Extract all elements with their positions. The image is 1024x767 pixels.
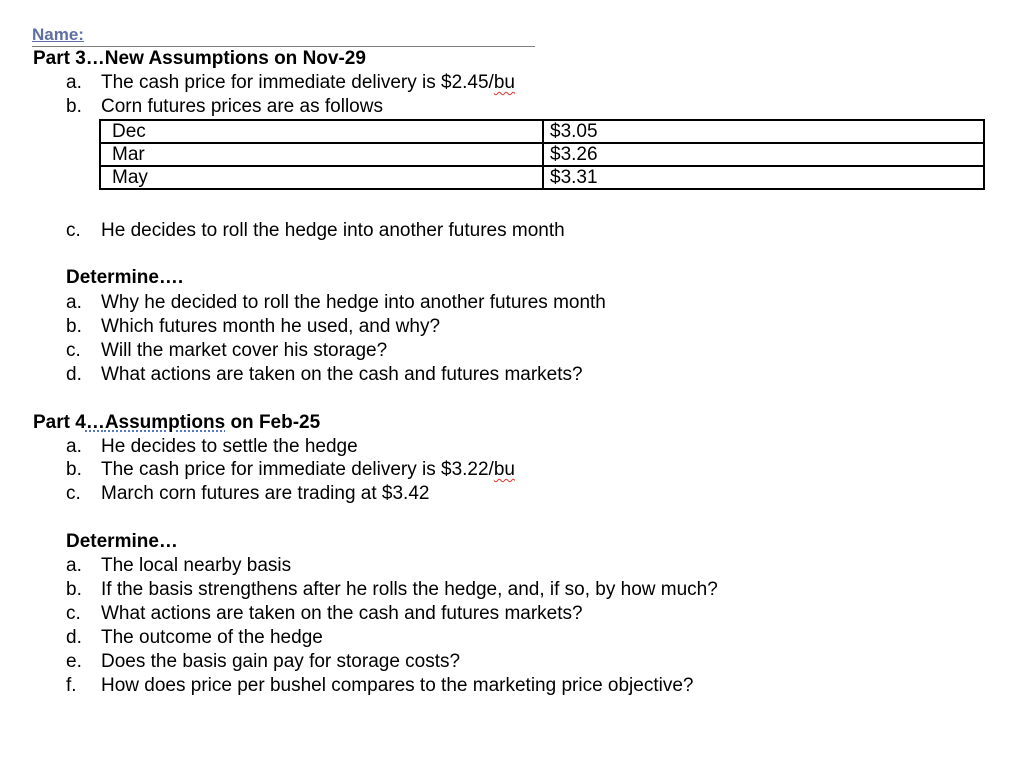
table-cell-price: $3.05 (543, 120, 984, 143)
list-item-text: Will the market cover his storage? (101, 340, 388, 361)
table-cell-month: May (100, 166, 543, 189)
list-item-text: If the basis strengthens after he rolls the hedge, and, if so, by how much? (101, 579, 718, 600)
table-row (100, 143, 984, 166)
list-item-text: Which futures month he used, and why? (101, 316, 441, 337)
determine-heading: Determine… (66, 531, 178, 552)
list-item-text: Corn futures prices are as follows (101, 96, 383, 117)
table-row (100, 166, 984, 189)
list-item-text: Why he decided to roll the hedge into another futures month (101, 292, 606, 313)
list-marker: b. (66, 579, 82, 600)
list-marker: c. (66, 483, 81, 504)
table-cell-price: $3.31 (543, 166, 984, 189)
list-item-text (101, 459, 515, 481)
list-item-text: He decides to settle the hedge (101, 436, 358, 457)
futures-price-table (99, 119, 985, 190)
list-marker: c. (66, 340, 81, 361)
heading-word: Assumptions (104, 412, 226, 433)
unit-spellcheck: bu (493, 72, 515, 93)
list-item-text: What actions are taken on the cash and futures markets? (101, 603, 583, 624)
list-item-text: The local nearby basis (101, 555, 292, 576)
table-cell-price: $3.26 (543, 143, 984, 166)
table-cell-month: Mar (100, 143, 543, 166)
name-field-line (32, 25, 535, 47)
list-marker: c. (66, 603, 81, 624)
name-label: Name: (32, 25, 84, 44)
list-marker: b. (66, 459, 82, 480)
heading-rest: on Feb-25 (225, 412, 321, 433)
list-item-text: What actions are taken on the cash and futures markets? (101, 364, 583, 385)
item-text: The cash price for immediate delivery is $3.22/ (101, 459, 494, 480)
part3-heading: Part 3…New Assumptions on Nov-29 (33, 48, 366, 69)
list-item-text: How does price per bushel compares to the marketing price objective? (101, 675, 694, 696)
list-marker: f. (66, 675, 77, 696)
list-marker: d. (66, 627, 82, 648)
list-item-text (101, 72, 515, 94)
list-item-text: He decides to roll the hedge into another futures month (101, 220, 565, 241)
list-marker: c. (66, 220, 81, 241)
unit-spellcheck: bu (493, 459, 515, 480)
list-item-text: The outcome of the hedge (101, 627, 323, 648)
heading-dots: … (85, 412, 105, 433)
list-item-text: Does the basis gain pay for storage costs? (101, 651, 461, 672)
table-cell-month: Dec (100, 120, 543, 143)
determine-heading: Determine…. (66, 267, 184, 288)
part4-heading (33, 412, 320, 434)
list-marker: a. (66, 292, 82, 313)
table-row (100, 120, 984, 143)
list-marker: e. (66, 651, 82, 672)
list-marker: b. (66, 316, 82, 337)
list-marker: d. (66, 364, 82, 385)
list-marker: a. (66, 436, 82, 457)
heading-part: Part 4 (33, 412, 86, 433)
list-marker: b. (66, 96, 82, 117)
list-item-text: March corn futures are trading at $3.42 (101, 483, 430, 504)
list-marker: a. (66, 72, 82, 93)
list-marker: a. (66, 555, 82, 576)
item-text: The cash price for immediate delivery is $2.45/ (101, 72, 494, 93)
